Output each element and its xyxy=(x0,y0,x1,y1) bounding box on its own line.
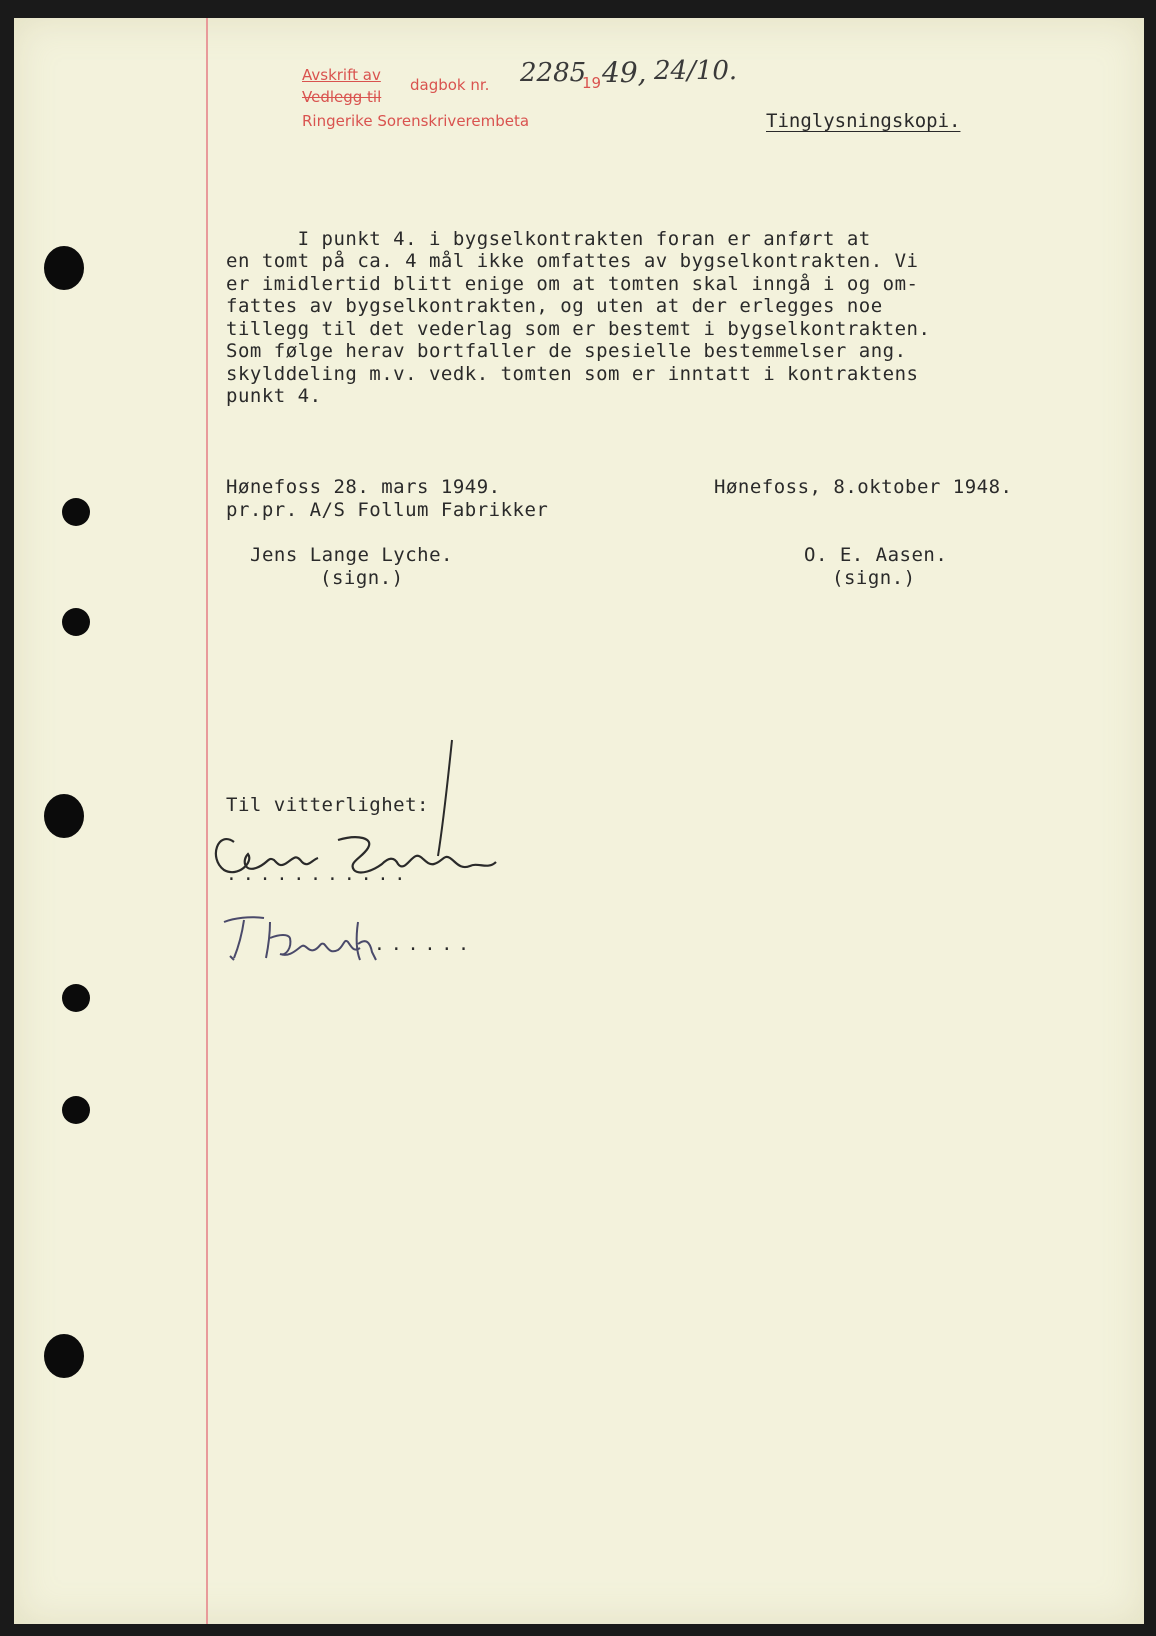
body-line: I punkt 4. i bygselkontrakten foran er anført at xyxy=(226,228,871,250)
handwritten-date: 24/10. xyxy=(654,56,738,86)
page-title: Tinglysningskopi. xyxy=(766,110,961,132)
punch-hole xyxy=(44,1334,84,1378)
witness-label: Til vitterlighet: xyxy=(226,794,429,816)
punch-hole xyxy=(62,1096,90,1124)
witness-dotted-line-1: ........... xyxy=(226,864,412,885)
witness-signature-2 xyxy=(220,908,390,968)
document-page xyxy=(14,18,1144,1624)
body-line: fattes av bygselkontrakten, og uten at der erlegges noe xyxy=(226,295,883,317)
handwritten-number: 2285 xyxy=(520,58,587,88)
stamp-year-prefix: 19 xyxy=(582,74,602,92)
left-signer-name: Jens Lange Lyche. xyxy=(250,544,453,566)
witness-dotted-line-2: ...... xyxy=(374,934,476,955)
left-company: pr.pr. A/S Follum Fabrikker xyxy=(226,499,549,521)
right-sign-marker: (sign.) xyxy=(832,567,916,589)
body-line: tillegg til det vederlag som er bestemt i bygselkontrakten. xyxy=(226,318,931,340)
stamp-line-1: Avskrift av xyxy=(302,66,381,84)
stamp-line-2: Vedlegg til xyxy=(302,88,382,106)
body-line: er imidlertid blitt enige om at tomten skal inngå i og om- xyxy=(226,273,919,295)
right-signer-name: O. E. Aasen. xyxy=(804,544,948,566)
punch-hole xyxy=(62,498,90,526)
handwritten-year: 49, xyxy=(602,56,647,89)
body-line: skylddeling m.v. vedk. tomten som er inntatt i kontraktens xyxy=(226,363,919,385)
punch-hole xyxy=(44,794,84,838)
body-line: en tomt på ca. 4 mål ikke omfattes av bygselkontrakten. Vi xyxy=(226,250,919,272)
left-place-date: Hønefoss 28. mars 1949. xyxy=(226,476,501,498)
body-line: punkt 4. xyxy=(226,385,322,407)
body-line: Som følge herav bortfaller de spesielle bestemmelser ang. xyxy=(226,340,907,362)
punch-hole xyxy=(62,608,90,636)
punch-hole xyxy=(44,246,84,290)
stamp-line-3: Ringerike Sorenskriverembeta xyxy=(302,112,530,130)
right-place-date: Hønefoss, 8.oktober 1948. xyxy=(714,476,1013,498)
left-sign-marker: (sign.) xyxy=(320,567,404,589)
punch-hole xyxy=(62,984,90,1012)
stamp-dagbok: dagbok nr. xyxy=(410,76,490,94)
